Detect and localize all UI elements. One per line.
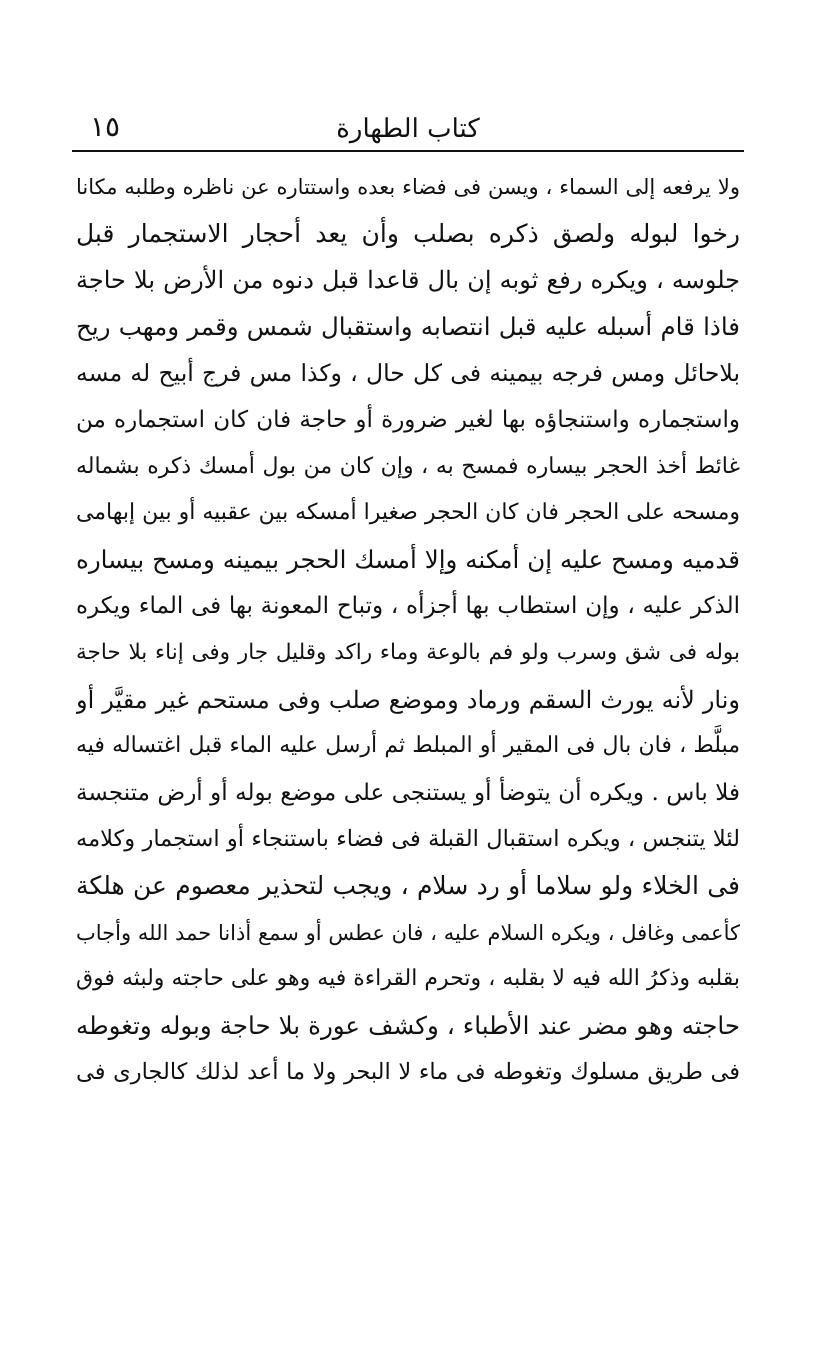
text-line: قدميه ومسح عليه إن أمكنه وإلا أمسك الحجر بيمينه ومسح بيساره: [76, 544, 740, 574]
text-line: ومسحه على الحجر فان كان الحجر صغيرا أمسكه بين عقبيه أو بين إبهامى: [76, 500, 740, 526]
page-header: [72, 108, 744, 148]
text-line: فلا باس . ويكره أن يتوضأ أو يستنجى على موضع بوله أو أرض متنجسة: [76, 779, 740, 806]
text-line: رخوا لبوله ولصق ذكره بصلب وأن يعد أحجار الاستجمار قبل: [76, 218, 740, 248]
text-line: الذكر عليه ، وإن استطاب بها أجزأه ، وتباح المعونة بها فى الماء ويكره: [76, 593, 740, 620]
text-line: كأعمى وغافل ، ويكره السلام عليه ، فان عطس أو سمع أذانا حمد الله وأجاب: [76, 920, 740, 945]
text-line: غائط أخذ الحجر بيساره فمسح به ، وإن كان من بول أمسك ذكره بشماله: [76, 453, 740, 479]
page-number: ١٥: [90, 110, 121, 143]
text-line: فى الخلاء ولو سلاما أو رد سلام ، ويجب لتحذير معصوم عن هلكة: [76, 870, 740, 900]
text-line: مبلَّط ، فان بال فى المقير أو المبلط ثم أرسل عليه الماء قبل اغتساله فيه: [76, 733, 740, 759]
text-line: جلوسه ، ويكره رفع ثوبه إن بال قاعدا قبل دنوه من الأرض بلا حاجة: [76, 266, 740, 295]
text-line: بلاحائل ومس فرجه بيمينه فى كل حال ، وكذا مس فرج أبيح له مسه: [76, 359, 740, 388]
body-text: [76, 164, 740, 1096]
running-title: كتاب الطهارة: [336, 114, 480, 144]
text-line: ونار لأنه يورث السقم ورماد وموضع صلب وفى مستحم غير مقيَّر أو: [76, 685, 740, 714]
text-line: لئلا يتنجس ، ويكره استقبال القبلة فى فضاء باستنجاء أو استجمار وكلامه: [76, 826, 740, 853]
text-line: فاذا قام أسبله عليه قبل انتصابه واستقبال شمس وقمر ومهب ريح: [76, 311, 740, 341]
text-line: فى طريق مسلوك وتغوطه فى ماء لا البحر ولا ما أعد لذلك كالجارى فى: [76, 1059, 740, 1086]
text-line: بقلبه وذكرُ الله فيه لا بقلبه ، وتحرم القراءة فيه وهو على حاجته ولبثه فوق: [76, 966, 740, 992]
text-line: بوله فى شق وسرب ولو فم بالوعة وماء راكد وقليل جار وفى إناء بلا حاجة: [76, 639, 740, 665]
text-line: حاجته وهو مضر عند الأطباء ، وكشف عورة بلا حاجة وبوله وتغوطه: [76, 1010, 740, 1040]
text-line: ولا يرفعه إلى السماء ، ويسن فى فضاء بعده واستتاره عن ناظره وطلبه مكانا: [76, 175, 740, 199]
text-line: واستجماره واستنجاؤه بها لغير ضرورة أو حاجة فان كان استجماره من: [76, 406, 740, 433]
header-rule: [72, 150, 744, 152]
